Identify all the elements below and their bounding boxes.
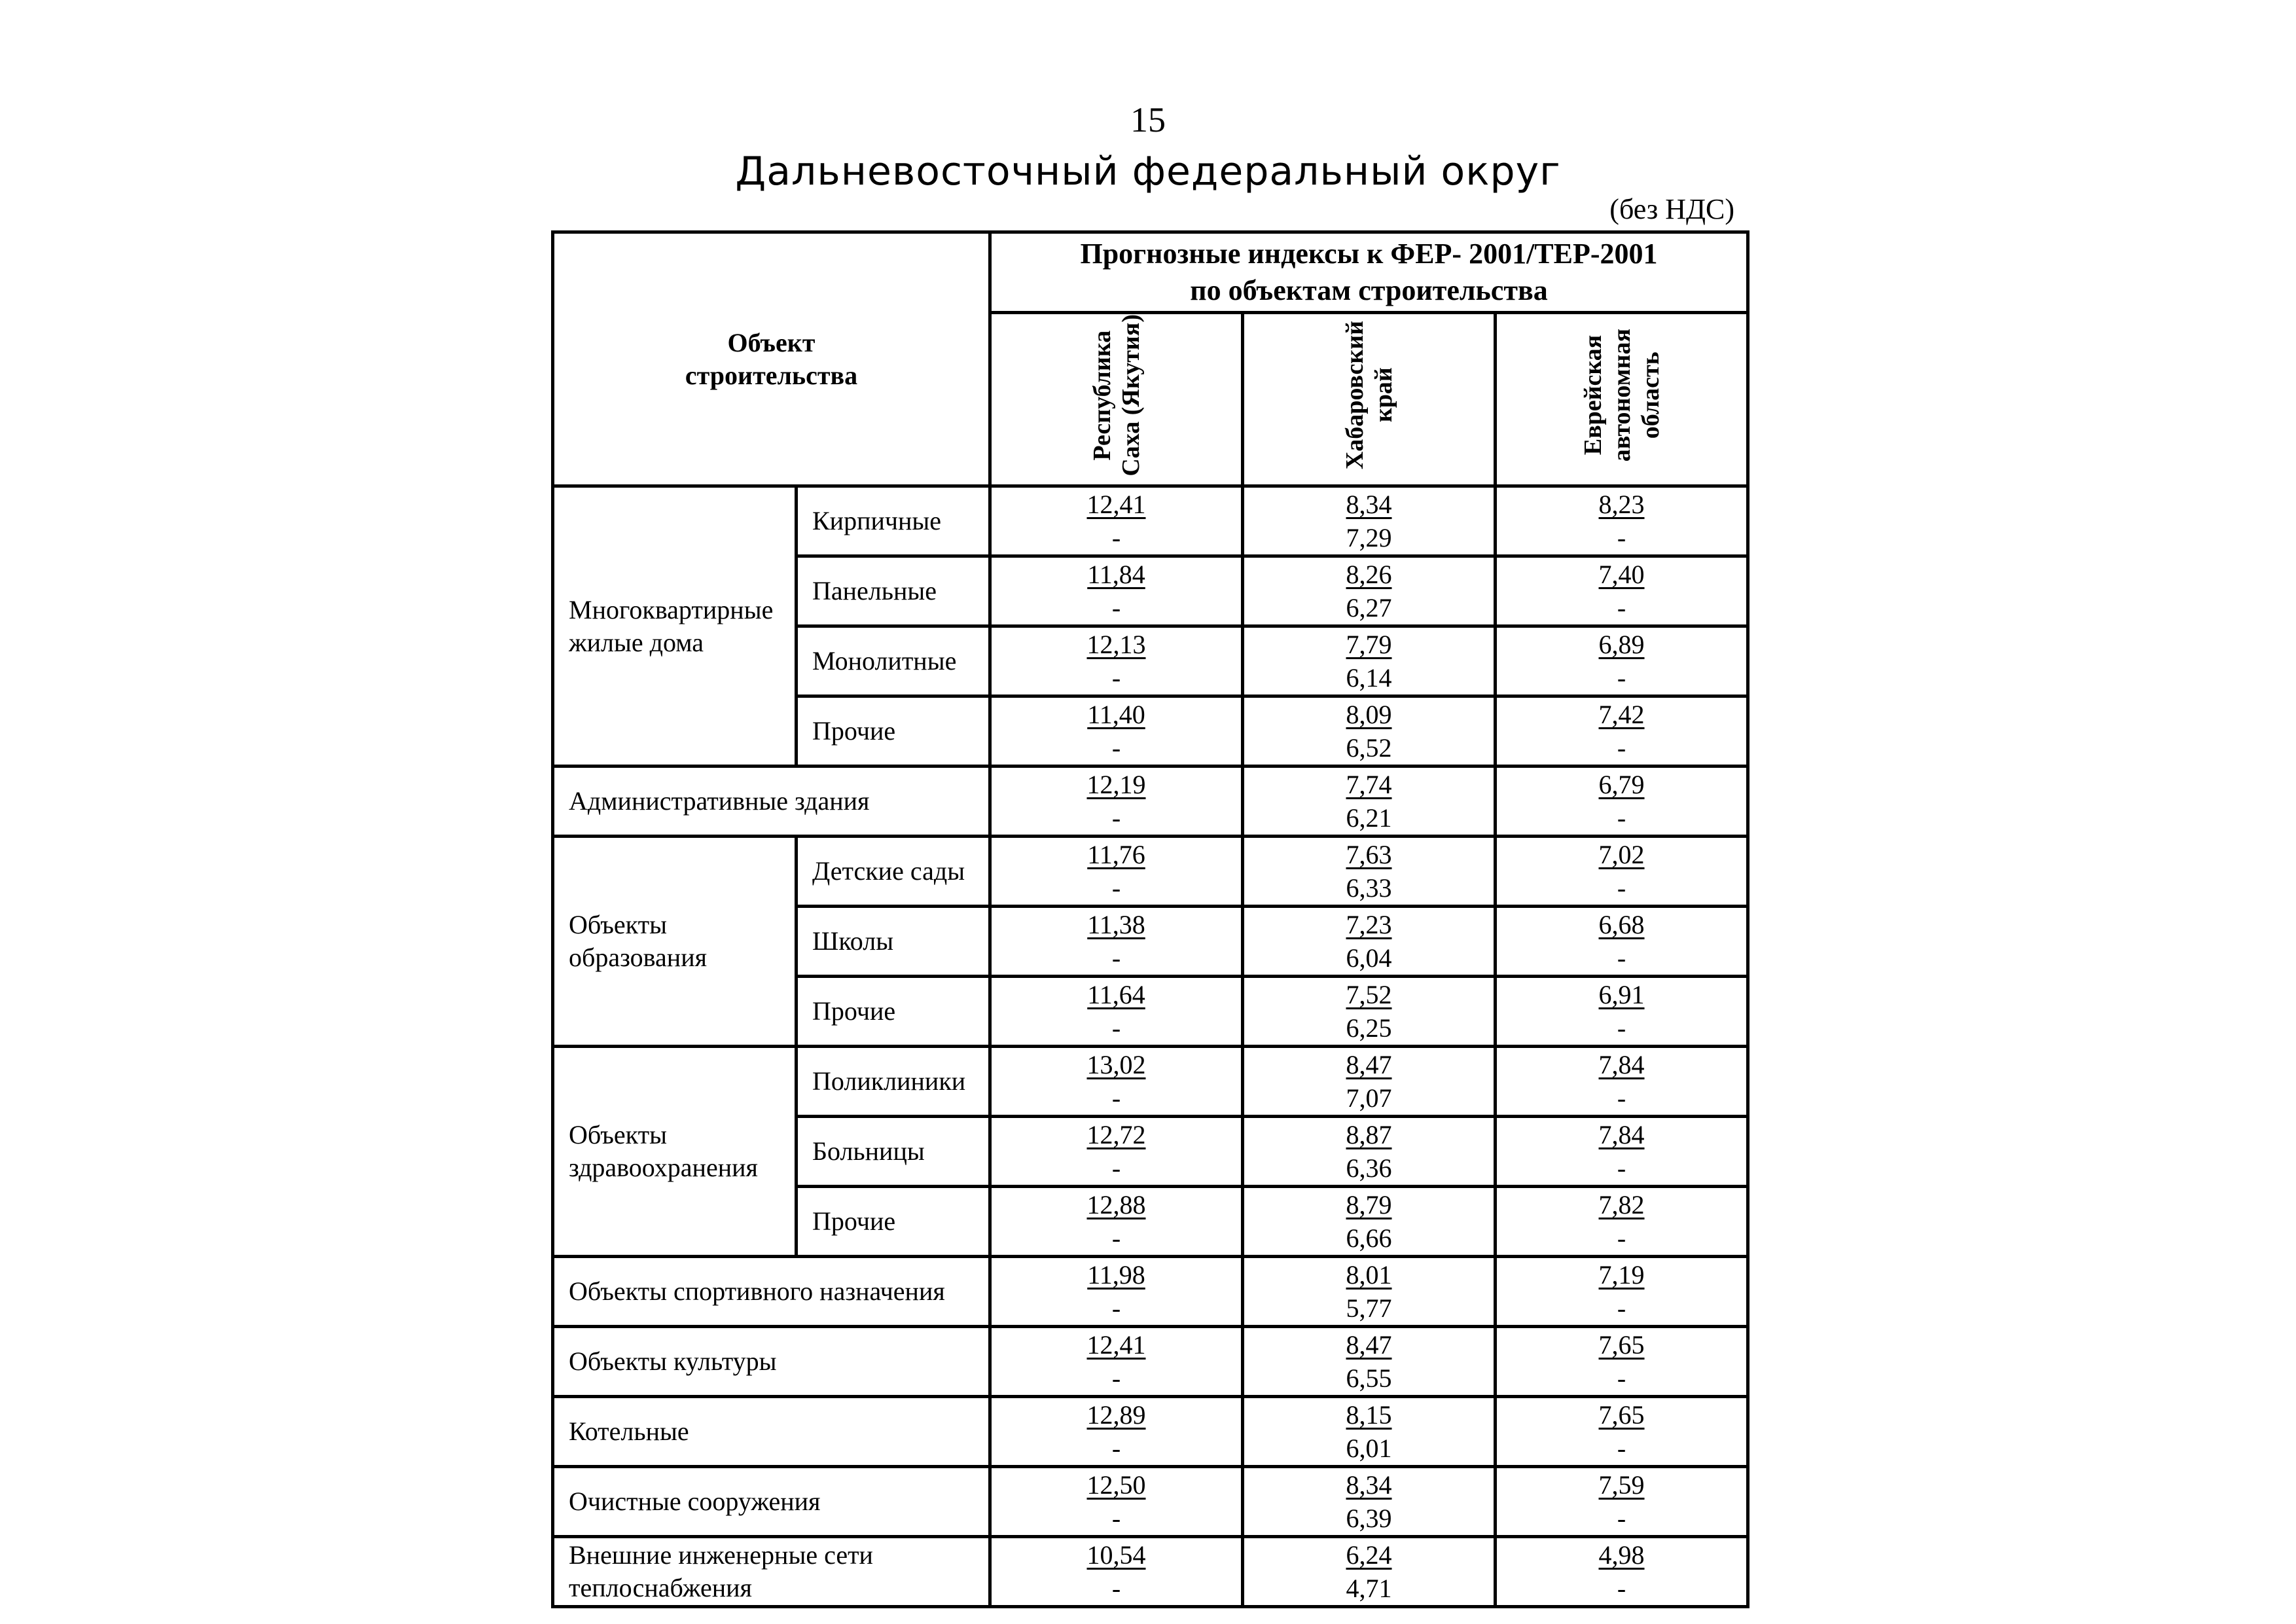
index-value-upper: 7,82 — [1598, 1190, 1645, 1219]
value-cell — [1243, 1537, 1496, 1607]
subcategory-cell: Прочие — [797, 1187, 990, 1257]
index-value-lower: - — [1617, 1153, 1626, 1183]
header-forecast — [990, 232, 1748, 313]
value-cell — [990, 1467, 1243, 1537]
index-value-upper: 8,23 — [1598, 490, 1645, 519]
table-row — [553, 1257, 1748, 1327]
value-cell — [1496, 1047, 1748, 1117]
index-value-upper: 7,79 — [1346, 630, 1392, 659]
subcategory-cell: Прочие — [797, 696, 990, 767]
table-row — [553, 1047, 1748, 1117]
value-cell — [1496, 1397, 1748, 1467]
index-value-lower: - — [1617, 733, 1626, 763]
index-value-lower: - — [1111, 663, 1121, 693]
index-value-lower: 5,77 — [1346, 1293, 1392, 1323]
index-value-lower: - — [1111, 1013, 1121, 1043]
index-value-upper: 11,64 — [1087, 980, 1145, 1009]
page-title: Дальневосточный федеральный округ — [735, 149, 1561, 194]
index-value-upper: 7,40 — [1598, 560, 1645, 589]
index-value-upper: 12,19 — [1086, 770, 1146, 799]
category-cell: Котельные — [553, 1397, 990, 1467]
value-cell — [1243, 767, 1496, 837]
index-value-upper: 10,54 — [1086, 1540, 1146, 1570]
category-cell: Объекты образования — [553, 837, 797, 1047]
value-cell — [1496, 1117, 1748, 1187]
page-number: 15 — [1130, 100, 1166, 139]
index-value-lower: 6,66 — [1346, 1223, 1392, 1253]
index-value-upper: 7,65 — [1598, 1400, 1645, 1430]
value-cell — [990, 1397, 1243, 1467]
index-value-lower: 6,14 — [1346, 663, 1392, 693]
index-value-upper: 12,13 — [1086, 630, 1146, 659]
category-cell: Объекты спортивного назначения — [553, 1257, 990, 1327]
value-cell — [1243, 556, 1496, 626]
value-cell — [1243, 1257, 1496, 1327]
value-cell — [1243, 486, 1496, 556]
category-cell: Очистные сооружения — [553, 1467, 990, 1537]
index-value-upper: 7,23 — [1346, 910, 1392, 939]
value-cell — [990, 977, 1243, 1047]
index-value-upper: 8,01 — [1346, 1260, 1392, 1290]
index-value-upper: 8,26 — [1346, 560, 1392, 589]
table-row — [553, 486, 1748, 556]
index-value-lower: 6,04 — [1346, 943, 1392, 973]
header-object — [553, 232, 990, 486]
value-cell — [990, 556, 1243, 626]
index-value-upper: 12,88 — [1086, 1190, 1146, 1219]
value-cell — [1243, 626, 1496, 696]
index-value-upper: 12,72 — [1086, 1120, 1146, 1149]
index-value-upper: 11,84 — [1087, 560, 1145, 589]
subcategory-cell: Монолитные — [797, 626, 990, 696]
subcategory-cell: Поликлиники — [797, 1047, 990, 1117]
index-value-lower: - — [1617, 1574, 1626, 1603]
index-value-upper: 6,89 — [1598, 630, 1645, 659]
header-region-sakha — [990, 313, 1243, 486]
index-value-lower: - — [1617, 523, 1626, 552]
index-value-lower: - — [1111, 1504, 1121, 1533]
header-object-text: Объект строительства — [685, 327, 858, 390]
index-value-lower: - — [1617, 593, 1626, 623]
index-value-upper: 11,40 — [1087, 700, 1145, 729]
index-value-lower: - — [1617, 1293, 1626, 1323]
value-cell — [1243, 1117, 1496, 1187]
index-value-lower: 4,71 — [1346, 1574, 1392, 1603]
index-value-upper: 8,34 — [1346, 1470, 1392, 1500]
index-value-lower: - — [1111, 1363, 1121, 1393]
region-label: Республика Саха (Якутия) — [1088, 314, 1145, 477]
subcategory-cell: Панельные — [797, 556, 990, 626]
index-value-lower: 6,36 — [1346, 1153, 1392, 1183]
index-value-lower: 6,27 — [1346, 593, 1392, 623]
index-value-upper: 11,76 — [1087, 840, 1145, 869]
index-value-upper: 7,84 — [1598, 1120, 1645, 1149]
value-cell — [990, 907, 1243, 977]
index-value-upper: 8,09 — [1346, 700, 1392, 729]
category-cell: Объекты здравоохранения — [553, 1047, 797, 1257]
index-value-upper: 6,24 — [1346, 1540, 1392, 1570]
index-value-lower: - — [1617, 943, 1626, 973]
value-cell — [1496, 837, 1748, 907]
index-value-lower: - — [1111, 733, 1121, 763]
index-value-upper: 8,34 — [1346, 490, 1392, 519]
index-value-lower: - — [1617, 803, 1626, 833]
table-body — [553, 486, 1748, 1607]
value-cell — [1243, 1047, 1496, 1117]
value-cell — [1243, 1397, 1496, 1467]
value-cell — [1496, 626, 1748, 696]
index-value-upper: 8,87 — [1346, 1120, 1392, 1149]
value-cell — [1496, 977, 1748, 1047]
value-cell — [1496, 1257, 1748, 1327]
index-value-lower: - — [1111, 803, 1121, 833]
value-cell — [990, 696, 1243, 767]
index-value-upper: 7,02 — [1598, 840, 1645, 869]
index-value-lower: - — [1617, 1434, 1626, 1463]
index-value-lower: - — [1111, 1434, 1121, 1463]
index-value-upper: 8,47 — [1346, 1330, 1392, 1360]
index-value-lower: - — [1617, 1083, 1626, 1113]
region-label: Еврейская автономная область — [1579, 329, 1664, 462]
index-value-upper: 7,19 — [1598, 1260, 1645, 1290]
value-cell — [1243, 1327, 1496, 1397]
index-value-lower: - — [1111, 1574, 1121, 1603]
index-value-lower: 7,29 — [1346, 523, 1392, 552]
header-region-khabarovsk — [1243, 313, 1496, 486]
value-cell — [1496, 696, 1748, 767]
index-value-lower: - — [1617, 1223, 1626, 1253]
value-cell — [1496, 486, 1748, 556]
index-value-upper: 12,50 — [1086, 1470, 1146, 1500]
index-value-lower: 6,52 — [1346, 733, 1392, 763]
subcategory-cell: Больницы — [797, 1117, 990, 1187]
value-cell — [990, 626, 1243, 696]
value-cell — [1496, 1187, 1748, 1257]
index-table — [551, 230, 1749, 1608]
value-cell — [1496, 1327, 1748, 1397]
index-value-upper: 7,52 — [1346, 980, 1392, 1009]
index-value-upper: 12,89 — [1086, 1400, 1146, 1430]
value-cell — [990, 837, 1243, 907]
index-value-lower: 6,25 — [1346, 1013, 1392, 1043]
subcategory-cell: Прочие — [797, 977, 990, 1047]
index-value-upper: 11,38 — [1087, 910, 1145, 939]
value-cell — [1496, 1537, 1748, 1607]
index-value-lower: - — [1111, 593, 1121, 623]
value-cell — [990, 1047, 1243, 1117]
index-value-upper: 13,02 — [1086, 1050, 1146, 1079]
index-value-upper: 8,15 — [1346, 1400, 1392, 1430]
table-row — [553, 1537, 1748, 1607]
category-cell: Административные здания — [553, 767, 990, 837]
index-value-lower: - — [1111, 943, 1121, 973]
index-value-lower: 6,01 — [1346, 1434, 1392, 1463]
table-row — [553, 1467, 1748, 1537]
subcategory-cell: Детские сады — [797, 837, 990, 907]
index-value-lower: 6,39 — [1346, 1504, 1392, 1533]
index-value-upper: 6,68 — [1598, 910, 1645, 939]
category-cell: Внешние инженерные сети теплоснабжения — [553, 1537, 990, 1607]
value-cell — [990, 1187, 1243, 1257]
index-value-upper: 11,98 — [1087, 1260, 1145, 1290]
index-value-lower: - — [1111, 1293, 1121, 1323]
value-cell — [1243, 1467, 1496, 1537]
subcategory-cell: Школы — [797, 907, 990, 977]
value-cell — [1243, 837, 1496, 907]
index-value-upper: 7,65 — [1598, 1330, 1645, 1360]
value-cell — [1243, 907, 1496, 977]
index-value-lower: 6,33 — [1346, 873, 1392, 903]
table-row — [553, 767, 1748, 837]
index-value-upper: 12,41 — [1086, 1330, 1146, 1360]
index-value-lower: - — [1617, 873, 1626, 903]
table-row — [553, 1327, 1748, 1397]
table-row — [553, 1397, 1748, 1467]
value-cell — [990, 486, 1243, 556]
table-row — [553, 837, 1748, 907]
index-value-upper: 7,42 — [1598, 700, 1645, 729]
category-cell: Объекты культуры — [553, 1327, 990, 1397]
index-value-upper: 6,91 — [1598, 980, 1645, 1009]
index-value-lower: 7,07 — [1346, 1083, 1392, 1113]
index-value-lower: - — [1111, 1223, 1121, 1253]
value-cell — [1496, 907, 1748, 977]
value-cell — [1243, 696, 1496, 767]
value-cell — [1496, 556, 1748, 626]
value-cell — [990, 767, 1243, 837]
index-value-lower: - — [1111, 1083, 1121, 1113]
index-value-upper: 8,79 — [1346, 1190, 1392, 1219]
index-value-upper: 7,63 — [1346, 840, 1392, 869]
index-value-lower: 6,55 — [1346, 1363, 1392, 1393]
index-value-upper: 7,59 — [1598, 1470, 1645, 1500]
value-cell — [1243, 977, 1496, 1047]
subcategory-cell: Кирпичные — [797, 486, 990, 556]
value-cell — [990, 1257, 1243, 1327]
index-value-lower: - — [1617, 1504, 1626, 1533]
index-value-lower: - — [1617, 1013, 1626, 1043]
index-value-upper: 7,84 — [1598, 1050, 1645, 1079]
index-value-upper: 7,74 — [1346, 770, 1392, 799]
index-value-upper: 12,41 — [1086, 490, 1146, 519]
header-forecast-text: Прогнозные индексы к ФЕР- 2001/ТЕР-2001 по объектам строительства — [1080, 238, 1658, 306]
index-value-lower: - — [1617, 1363, 1626, 1393]
index-value-lower: - — [1617, 663, 1626, 693]
region-label: Хабаровский край — [1340, 321, 1397, 470]
category-cell: Многоквартирные жилые дома — [553, 486, 797, 767]
index-value-lower: - — [1111, 873, 1121, 903]
index-value-lower: - — [1111, 523, 1121, 552]
value-cell — [990, 1537, 1243, 1607]
header-region-jewish-ao — [1496, 313, 1748, 486]
vat-note: (без НДС) — [1609, 193, 1734, 225]
value-cell — [1243, 1187, 1496, 1257]
index-value-upper: 4,98 — [1598, 1540, 1645, 1570]
value-cell — [1496, 1467, 1748, 1537]
value-cell — [990, 1327, 1243, 1397]
value-cell — [1496, 767, 1748, 837]
index-value-lower: 6,21 — [1346, 803, 1392, 833]
index-value-lower: - — [1111, 1153, 1121, 1183]
index-value-upper: 8,47 — [1346, 1050, 1392, 1079]
index-value-upper: 6,79 — [1598, 770, 1645, 799]
value-cell — [990, 1117, 1243, 1187]
